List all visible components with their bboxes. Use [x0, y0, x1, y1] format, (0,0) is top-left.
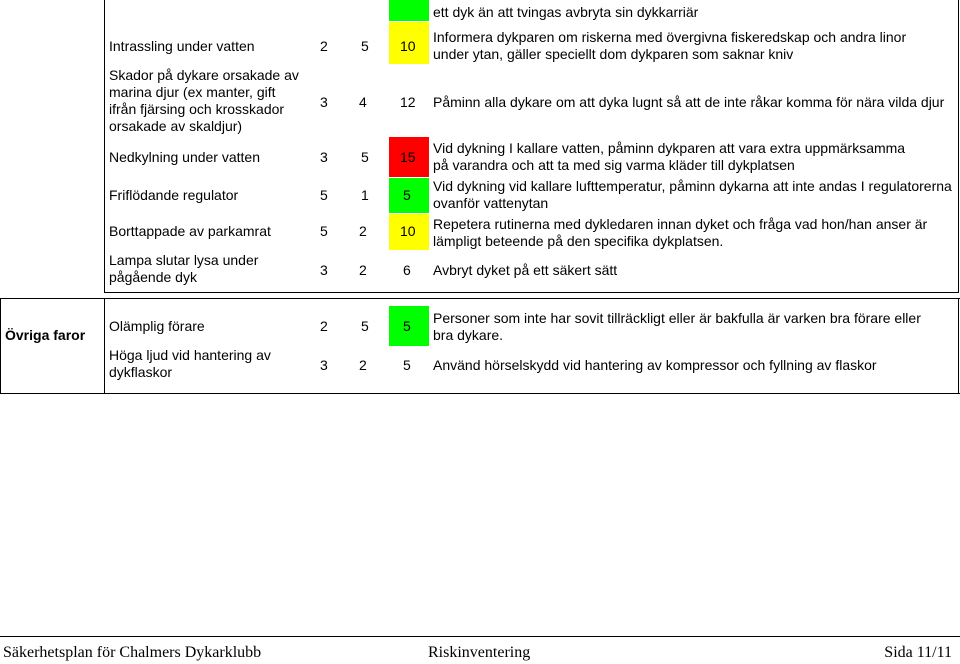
measure-top: ett dyk än att tvingas avbryta sin dykkarriär [433, 4, 699, 20]
hazard-5: Lampa slutar lysa under pågående dyk [109, 252, 259, 285]
s-2-0: 2 [320, 318, 328, 334]
hazard-3: Friflödande regulator [109, 187, 239, 203]
measure-2-1: Använd hörselskydd vid hantering av kompressor och fyllning av flaskor [433, 357, 877, 373]
risk-2-0: 5 [403, 318, 411, 334]
risk-3: 5 [403, 187, 411, 203]
footer-center: Riskinventering [428, 644, 531, 661]
footer-right: Sida 11/11 [884, 644, 952, 661]
table-line-bottom [104, 292, 959, 293]
section2-line-right [958, 298, 959, 394]
risk-5: 6 [403, 262, 411, 278]
k-1: 4 [359, 94, 367, 110]
k-2-1: 2 [359, 357, 367, 373]
s-5: 3 [320, 262, 328, 278]
k-0: 5 [361, 38, 369, 54]
measure-5: Avbryt dyket på ett säkert sätt [433, 262, 618, 278]
k-3: 1 [361, 187, 369, 203]
risk-cell-top [389, 0, 429, 21]
k-2: 5 [361, 149, 369, 165]
k-2-0: 5 [361, 318, 369, 334]
hazard-4: Borttappade av parkamrat [109, 223, 271, 239]
hazard-2: Nedkylning under vatten [109, 149, 260, 165]
s-1: 3 [320, 94, 328, 110]
measure-2: Vid dykning I kallare vatten, påminn dykparen att vara extra uppmärksamma på varandra och att ta med sig varma kläder till dykplatsen [433, 140, 906, 173]
table-line-right [958, 0, 959, 293]
risk-2: 15 [400, 149, 416, 165]
table-line-left [104, 0, 105, 293]
s-0: 2 [320, 38, 328, 54]
measure-2-0: Personer som inte har sovit tillräckligt eller är bakfulla är varken bra förare eller bra dykare. [433, 310, 921, 343]
measure-0: Informera dykparen om riskerna med övergivna fiskeredskap och andra linor under ytan, gäller speciellt dom dykparen som saknar kniv [433, 29, 907, 62]
s-2: 3 [320, 149, 328, 165]
measure-4: Repetera rutinerna med dykledaren innan dyket och fråga vad hon/han anser är lämpligt beteende på den specifika dykplatsen. [433, 216, 928, 249]
risk-0: 10 [400, 38, 416, 54]
footer-left: Säkerhetsplan för Chalmers Dykarklubb [3, 644, 262, 661]
risk-2-1: 5 [403, 357, 411, 373]
section2-line-top [0, 298, 960, 299]
measure-3: Vid dykning vid kallare lufttemperatur, påminn dykarna att inte andas I regulatorerna ovanför vattenytan [433, 178, 952, 211]
k-4: 2 [359, 223, 367, 239]
risk-4: 10 [400, 223, 416, 239]
hazard-1: Skador på dykare orsakade av marina djur (ex manter, gift ifrån fjärsing och krosskador orsakade av skaldjur) [109, 67, 299, 134]
hazard-2-0: Olämplig förare [109, 318, 205, 334]
hazard-2-1: Höga ljud vid hantering av dykflaskor [109, 347, 271, 380]
risk-1: 12 [400, 94, 416, 110]
s-3: 5 [320, 187, 328, 203]
s-4: 5 [320, 223, 328, 239]
section2-line-left [0, 298, 1, 394]
s-2-1: 3 [320, 357, 328, 373]
section-label: Övriga faror [5, 327, 86, 343]
k-5: 2 [359, 262, 367, 278]
hazard-0: Intrassling under vatten [109, 38, 255, 54]
section2-line-bottom [0, 393, 960, 394]
measure-1: Påminn alla dykare om att dyka lugnt så att de inte råkar komma för nära vilda djur [433, 94, 945, 110]
section2-line-divider [104, 298, 105, 394]
footer-line [0, 636, 960, 637]
